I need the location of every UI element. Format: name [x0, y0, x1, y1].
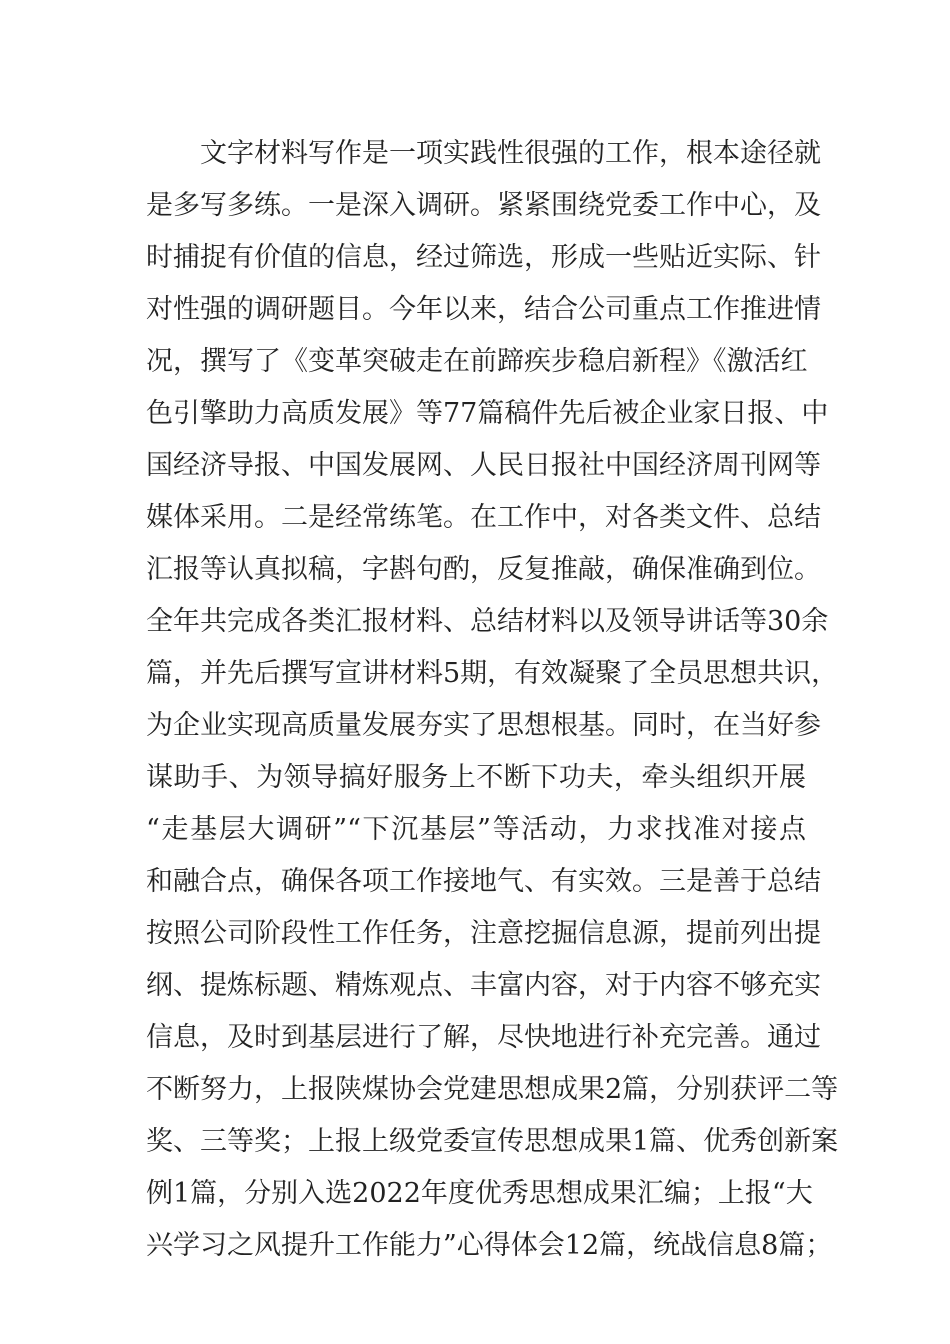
text-line: 篇，并先后撰写宣讲材料5期，有效凝聚了全员思想共识，	[146, 658, 839, 689]
text-line: 按照公司阶段性工作任务，注意挖掘信息源，提前列出提	[146, 918, 821, 949]
text-line: 不断努力，上报陕煤协会党建思想成果2篇，分别获评二等	[146, 1074, 839, 1105]
text-line: 信息，及时到基层进行了解，尽快地进行补充完善。通过	[146, 1022, 821, 1053]
text-line: 是多写多练。一是深入调研。紧紧围绕党委工作中心，及	[146, 190, 821, 221]
text-line: 时捕捉有价值的信息，经过筛选，形成一些贴近实际、针	[146, 242, 821, 273]
text-line: 文字材料写作是一项实践性很强的工作，根本途径就	[200, 138, 821, 169]
text-line: 和融合点，确保各项工作接地气、有实效。三是善于总结	[146, 866, 821, 897]
text-line: 全年共完成各类汇报材料、总结材料以及领导讲话等30余	[146, 606, 829, 637]
text-line: 况，撰写了《变革突破走在前蹄疾步稳启新程》《激活红	[146, 346, 808, 377]
text-line: 对性强的调研题目。今年以来，结合公司重点工作推进情	[146, 294, 821, 325]
text-line: 国经济导报、中国发展网、人民日报社中国经济周刊网等	[146, 450, 821, 481]
text-line: 奖、三等奖；上报上级党委宣传思想成果1篇、优秀创新案	[146, 1126, 839, 1157]
text-line: 兴学习之风提升工作能力”心得体会12篇，统战信息8篇；	[146, 1230, 833, 1261]
text-line: 纲、提炼标题、精炼观点、丰富内容，对于内容不够充实	[146, 970, 821, 1001]
text-line: 例1篇，分别入选2022年度优秀思想成果汇编；上报“大	[146, 1178, 813, 1209]
text-line: 媒体采用。二是经常练笔。在工作中，对各类文件、总结	[146, 502, 821, 533]
body-paragraph	[146, 128, 839, 1272]
text-line: 谋助手、为领导搞好服务上不断下功夫，牵头组织开展	[146, 762, 806, 793]
text-line: 色引擎助力高质发展》等77篇稿件先后被企业家日报、中	[146, 398, 829, 429]
text-line: 汇报等认真拟稿，字斟句酌，反复推敲，确保准确到位。	[146, 554, 821, 585]
text-line: “走基层大调研”“下沉基层”等活动，力求找准对接点	[146, 814, 806, 845]
text-line: 为企业实现高质量发展夯实了思想根基。同时，在当好参	[146, 710, 821, 741]
